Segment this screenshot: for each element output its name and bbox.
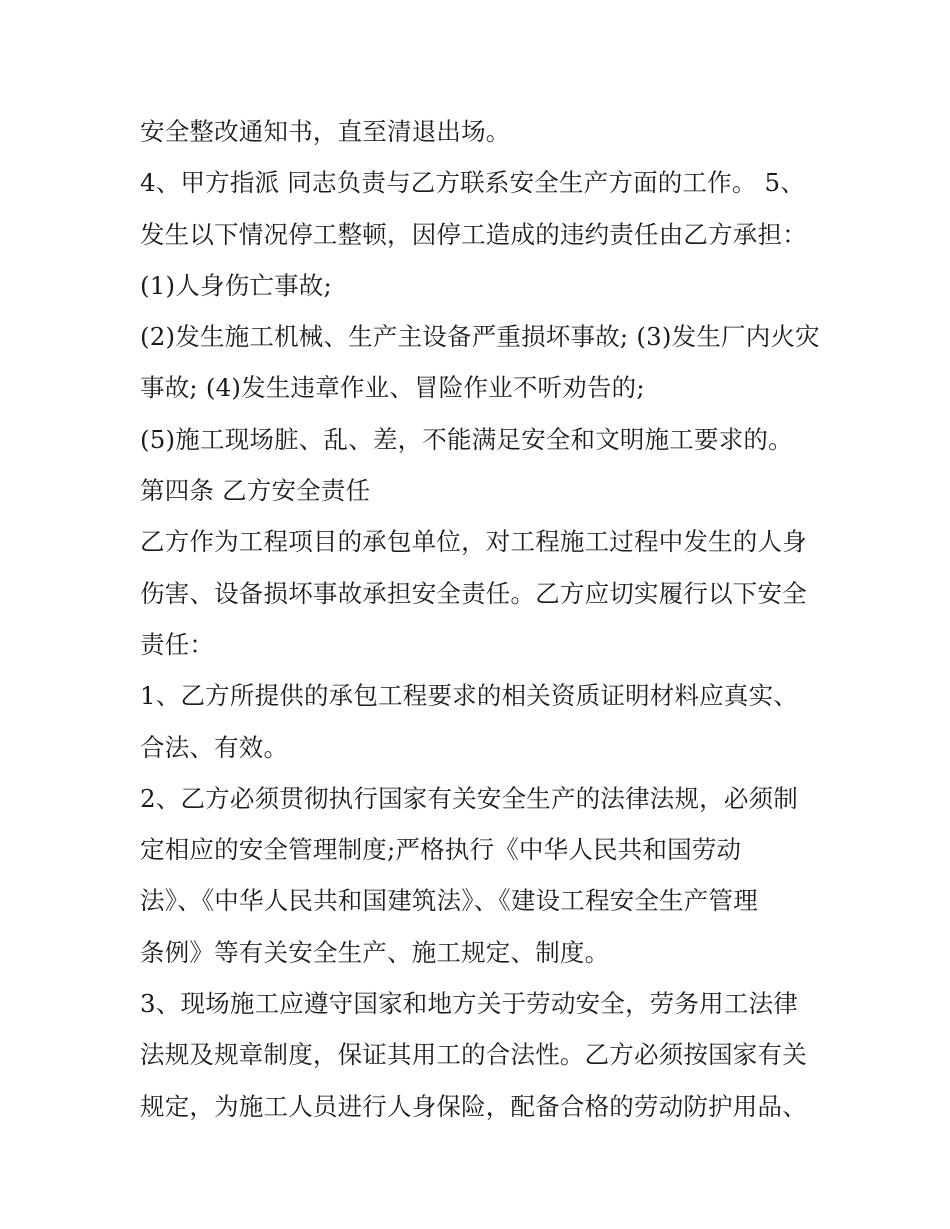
text-line: 规定，为施工人员进行人身保险，配备合格的劳动防护用品、 <box>140 1091 807 1121</box>
text-line: 法规及规章制度，保证其用工的合法性。乙方必须按国家有关 <box>140 1040 807 1070</box>
text-line: 乙方作为工程项目的承包单位，对工程施工过程中发生的人身 <box>140 527 807 557</box>
text-line: 合法、有效。 <box>140 732 289 762</box>
text-line: 条例》等有关安全生产、施工规定、制度。 <box>140 937 610 967</box>
text-line: (5)施工现场脏、乱、差，不能满足安全和文明施工要求的。 <box>140 424 793 454</box>
text-line: 2、乙方必须贯彻执行国家有关安全生产的法律法规，必须制 <box>140 783 798 813</box>
text-line: 事故; (4)发生违章作业、冒险作业不听劝告的; <box>140 373 645 403</box>
text-line: (1)人身伤亡事故; <box>140 270 332 300</box>
text-line: 1、乙方所提供的承包工程要求的相关资质证明材料应真实、 <box>140 681 798 711</box>
text-line: 定相应的安全管理制度;严格执行《中华人民共和国劳动 <box>140 835 742 865</box>
text-line: 责任： <box>140 629 215 659</box>
text-line: 4、甲方指派 同志负责与乙方联系安全生产方面的工作。 5、 <box>140 168 806 198</box>
text-line: 法》、《中华人民共和国建筑法》、《建设工程安全生产管理 <box>140 886 758 916</box>
section-heading: 第四条 乙方安全责任 <box>140 476 371 506</box>
text-line: (2)发生施工机械、生产主设备严重损坏事故; (3)发生厂内火灾 <box>140 322 820 352</box>
text-line: 伤害、设备损坏事故承担安全责任。乙方应切实履行以下安全 <box>140 578 807 608</box>
text-line: 3、现场施工应遵守国家和地方关于劳动安全，劳务用工法律 <box>140 989 798 1019</box>
text-line: 安全整改通知书，直至清退出场。 <box>140 117 511 146</box>
text-line: 发生以下情况停工整顿，因停工造成的违约责任由乙方承担： <box>140 219 807 249</box>
document-body <box>140 106 830 1132</box>
